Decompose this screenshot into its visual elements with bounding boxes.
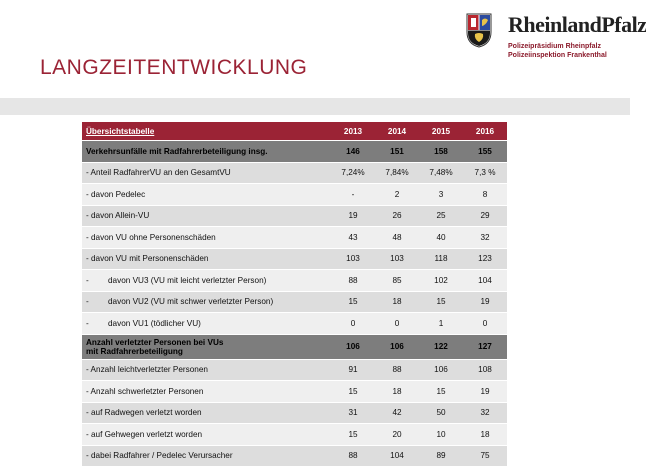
cell-value: 15 <box>331 424 375 446</box>
table-row <box>82 205 507 227</box>
row-label-line-2: mit Radfahrerbeteiligung <box>86 346 183 356</box>
cell-value: 0 <box>375 313 419 335</box>
cell-value: 85 <box>375 270 419 292</box>
cell-value: 106 <box>419 359 463 381</box>
row-label <box>82 291 331 313</box>
cell-value: 155 <box>463 141 507 163</box>
table-row <box>82 445 507 467</box>
cell-value: 7,48% <box>419 162 463 184</box>
cell-value: 7,84% <box>375 162 419 184</box>
table-header-label: Übersichtstabelle <box>82 122 331 141</box>
cell-value: 127 <box>463 334 507 359</box>
table-row <box>82 184 507 206</box>
cell-value: 40 <box>419 227 463 249</box>
table-header-row <box>82 122 507 141</box>
table-row <box>82 402 507 424</box>
cell-value: 0 <box>463 313 507 335</box>
row-label: - auf Radwegen verletzt worden <box>82 402 331 424</box>
year-header: 2014 <box>375 122 419 141</box>
table-row <box>82 381 507 403</box>
cell-value: 88 <box>375 359 419 381</box>
cell-value: 88 <box>331 270 375 292</box>
cell-value: 7,3 % <box>463 162 507 184</box>
cell-value: 15 <box>331 381 375 403</box>
cell-value: 123 <box>463 248 507 270</box>
rlp-logo <box>466 12 646 59</box>
row-label: - davon VU mit Personenschäden <box>82 248 331 270</box>
coat-of-arms-icon <box>466 12 492 48</box>
cell-value: 43 <box>331 227 375 249</box>
cell-value: 103 <box>375 248 419 270</box>
table-row <box>82 270 507 292</box>
row-prefix: - <box>86 297 89 307</box>
cell-value: 88 <box>331 445 375 467</box>
year-header: 2013 <box>331 122 375 141</box>
cell-value: 25 <box>419 205 463 227</box>
cell-value: 7,24% <box>331 162 375 184</box>
overview-table <box>82 122 507 467</box>
table-row <box>82 359 507 381</box>
row-label-line-1: Anzahl verletzter Personen bei VUs <box>86 337 224 347</box>
row-label: - dabei Radfahrer / Pedelec Verursacher <box>82 445 331 467</box>
row-label-text: davon VU3 (VU mit leicht verletzter Person) <box>108 275 267 285</box>
row-label <box>82 313 331 335</box>
cell-value: 118 <box>419 248 463 270</box>
cell-value: 108 <box>463 359 507 381</box>
cell-value: 91 <box>331 359 375 381</box>
cell-value: 75 <box>463 445 507 467</box>
row-label-text: davon VU2 (VU mit schwer verletzter Person) <box>108 297 274 307</box>
cell-value: 15 <box>419 291 463 313</box>
cell-value: 3 <box>419 184 463 206</box>
cell-value: 19 <box>463 381 507 403</box>
cell-value: 104 <box>463 270 507 292</box>
cell-value: 104 <box>375 445 419 467</box>
row-label: - davon Pedelec <box>82 184 331 206</box>
cell-value: 158 <box>419 141 463 163</box>
row-label: - davon Allein-VU <box>82 205 331 227</box>
cell-value: 103 <box>331 248 375 270</box>
logo-subline-1: Polizeipräsidium Rheinpfalz <box>508 43 601 50</box>
cell-value: 0 <box>331 313 375 335</box>
row-label: - davon VU ohne Personenschäden <box>82 227 331 249</box>
cell-value: 32 <box>463 402 507 424</box>
cell-value: 19 <box>463 291 507 313</box>
cell-value: 106 <box>375 334 419 359</box>
brand-wordmark: RheinlandPfalz <box>508 12 646 37</box>
row-label: Verkehrsunfälle mit Radfahrerbeteiligung insg. <box>82 141 331 163</box>
cell-value: 18 <box>375 291 419 313</box>
cell-value: 2 <box>375 184 419 206</box>
row-label: - auf Gehwegen verletzt worden <box>82 424 331 446</box>
cell-value: 48 <box>375 227 419 249</box>
cell-value: 89 <box>419 445 463 467</box>
row-label: - Anteil RadfahrerVU an den GesamtVU <box>82 162 331 184</box>
year-header: 2015 <box>419 122 463 141</box>
row-label <box>82 334 331 359</box>
table-row <box>82 141 507 163</box>
decorative-band <box>0 98 630 115</box>
cell-value: 102 <box>419 270 463 292</box>
cell-value: 106 <box>331 334 375 359</box>
cell-value: 18 <box>463 424 507 446</box>
logo-subline-2: Polizeiinspektion Frankenthal <box>508 52 607 59</box>
cell-value: 50 <box>419 402 463 424</box>
row-label-text: davon VU1 (tödlicher VU) <box>108 318 201 328</box>
row-prefix: - <box>86 275 89 285</box>
table-row <box>82 313 507 335</box>
cell-value: 32 <box>463 227 507 249</box>
cell-value: 10 <box>419 424 463 446</box>
cell-value: 146 <box>331 141 375 163</box>
table-row <box>82 227 507 249</box>
cell-value: 151 <box>375 141 419 163</box>
cell-value: 8 <box>463 184 507 206</box>
table-row <box>82 162 507 184</box>
cell-value: 20 <box>375 424 419 446</box>
cell-value: 31 <box>331 402 375 424</box>
cell-value: 26 <box>375 205 419 227</box>
table-row <box>82 248 507 270</box>
cell-value: 18 <box>375 381 419 403</box>
cell-value: - <box>331 184 375 206</box>
cell-value: 15 <box>419 381 463 403</box>
cell-value: 19 <box>331 205 375 227</box>
cell-value: 42 <box>375 402 419 424</box>
table-row <box>82 424 507 446</box>
table-row <box>82 291 507 313</box>
table-row <box>82 334 507 359</box>
page-title: LANGZEITENTWICKLUNG <box>40 56 308 79</box>
cell-value: 1 <box>419 313 463 335</box>
year-header: 2016 <box>463 122 507 141</box>
row-prefix: - <box>86 318 89 328</box>
cell-value: 29 <box>463 205 507 227</box>
cell-value: 122 <box>419 334 463 359</box>
row-label: - Anzahl leichtverletzter Personen <box>82 359 331 381</box>
row-label <box>82 270 331 292</box>
row-label: - Anzahl schwerletzter Personen <box>82 381 331 403</box>
cell-value: 15 <box>331 291 375 313</box>
